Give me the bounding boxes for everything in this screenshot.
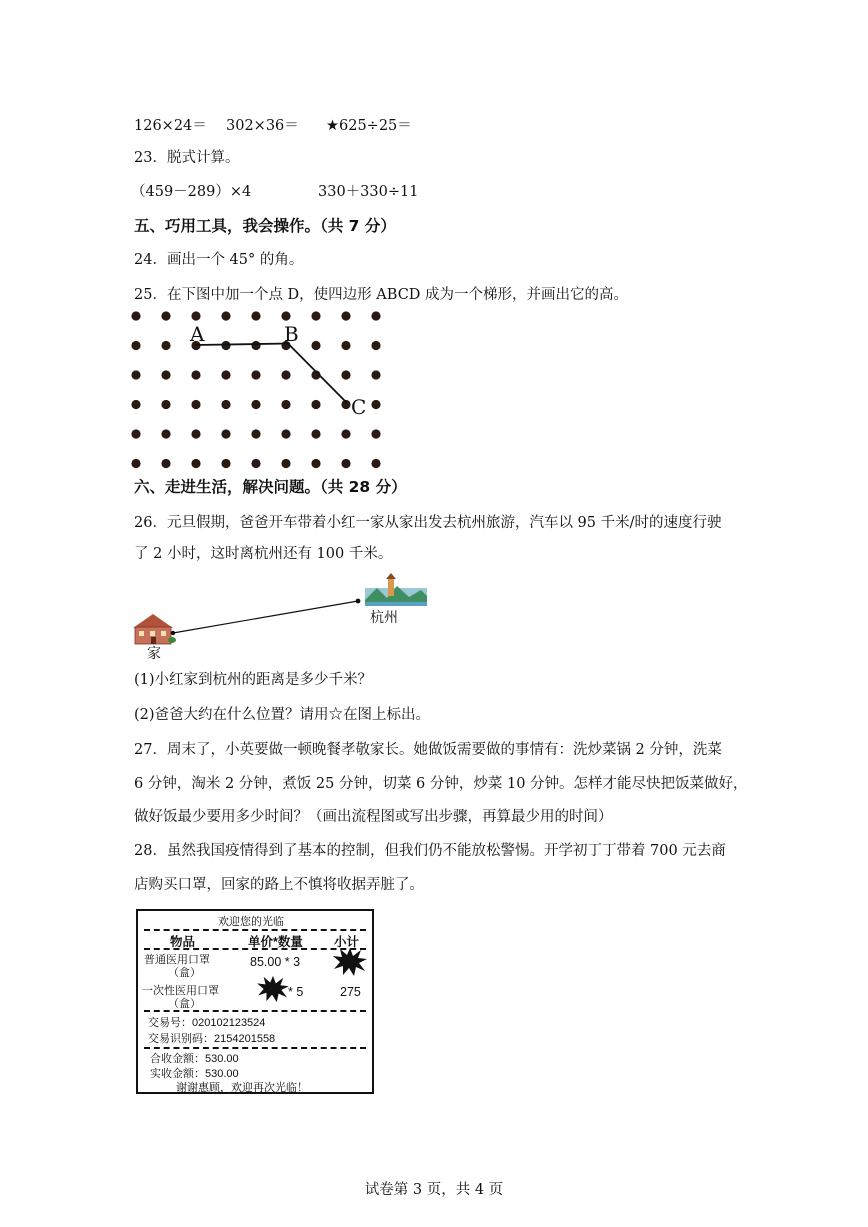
receipt-row1-price: 85.00 * 3 (250, 955, 301, 969)
q26-sub-1: (1)小红家到杭州的距离是多少千米？ (134, 672, 373, 688)
grid-dot (251, 311, 260, 320)
receipt-row2-unit: （盒） (168, 998, 201, 1010)
grid-dot (371, 400, 380, 409)
grid-dot (131, 370, 140, 379)
grid-dot (311, 429, 320, 438)
page-footer: 试卷第 3 页，共 4 页 (364, 1182, 504, 1198)
grid-dot (191, 400, 200, 409)
grid-dot (371, 429, 380, 438)
grid-dot (341, 341, 350, 350)
grid-dot (341, 311, 350, 320)
grid-dot (281, 370, 290, 379)
receipt-row2-qty: * 5 (288, 985, 304, 999)
q23-item-2: 330＋330÷11 (318, 184, 419, 200)
calc-item-3: ★625÷25＝ (326, 118, 412, 134)
grid-dot (371, 459, 380, 468)
q24-text: 24．画出一个 45° 的角。 (134, 252, 304, 268)
section-6-title: 六、走进生活，解决问题。（共 28 分） (134, 478, 407, 496)
grid-dot (251, 341, 260, 350)
grid-dot (221, 459, 230, 468)
ink-blot-icon (332, 947, 368, 977)
grid-dot (311, 341, 320, 350)
grid-dot (161, 400, 170, 409)
grid-dot (161, 370, 170, 379)
q26-line-1: 26．元旦假期，爸爸开车带着小红一家从家出发去杭州旅游，汽车以 95 千米/时的速度行驶 (134, 515, 722, 531)
grid-dot (251, 370, 260, 379)
receipt (136, 909, 374, 1094)
grid-dot (191, 311, 200, 320)
calc-item-2: 302×36＝ (226, 118, 299, 134)
grid-dot (281, 311, 290, 320)
hangzhou-landscape-icon (365, 573, 427, 606)
receipt-divider (144, 1047, 366, 1049)
grid-dot (221, 311, 230, 320)
grid-dot (251, 459, 260, 468)
q27-line-3: 做好饭最少要用多少时间？（画出流程图或写出步骤，再算最少用的时间） (134, 809, 613, 825)
grid-dot (251, 429, 260, 438)
grid-dot (341, 429, 350, 438)
route-line (173, 601, 358, 633)
grid-dot (281, 459, 290, 468)
grid-dot (311, 459, 320, 468)
grid-dot (341, 370, 350, 379)
grid-dot (341, 459, 350, 468)
q23-item-1: （459－289）×4 (131, 184, 252, 200)
grid-dot (131, 459, 140, 468)
receipt-header: 欢迎您的光临 (218, 916, 284, 928)
grid-dot (311, 400, 320, 409)
grid-dot (161, 429, 170, 438)
receipt-row2-name: 一次性医用口罩 (142, 985, 219, 997)
grid-dot (371, 370, 380, 379)
grid-dot (131, 400, 140, 409)
q26-line-2: 了 2 小时，这时离杭州还有 100 千米。 (134, 546, 393, 562)
q27-line-1: 27．周末了，小英要做一顿晚餐孝敬家长。她做饭需要做的事情有：洗炒菜锅 2 分钟，洗菜 (134, 742, 722, 758)
ink-blot-icon (256, 975, 290, 1003)
grid-dot (161, 311, 170, 320)
q25-text: 25．在下图中加一个点 D，使四边形 ABCD 成为一个梯形，并画出它的高。 (134, 287, 629, 303)
receipt-divider (144, 1010, 366, 1012)
grid-dots (131, 311, 380, 468)
grid-dot (191, 429, 200, 438)
receipt-total: 合收金额：530.00 (150, 1053, 239, 1065)
receipt-col-subtotal: 小计 (334, 935, 360, 949)
grid-dot (371, 311, 380, 320)
receipt-row2-subtotal: 275 (340, 985, 361, 999)
grid-dot (281, 429, 290, 438)
grid-dot (311, 311, 320, 320)
dot-grid (120, 305, 390, 475)
label-b: B (284, 322, 299, 346)
grid-dot (161, 459, 170, 468)
grid-dot (131, 311, 140, 320)
map-home-label: 家 (147, 646, 161, 662)
route-map (125, 570, 445, 670)
grid-dot (221, 429, 230, 438)
calc-item-1: 126×24＝ (134, 118, 207, 134)
grid-dot (251, 400, 260, 409)
grid-dot (161, 341, 170, 350)
house-icon (133, 614, 176, 644)
grid-dot (221, 341, 230, 350)
receipt-paid: 实收金额：530.00 (150, 1068, 239, 1080)
grid-dot (191, 459, 200, 468)
grid-dot (221, 370, 230, 379)
receipt-txn-id: 交易识别码：2154201558 (148, 1033, 276, 1045)
grid-dot (221, 400, 230, 409)
receipt-divider (144, 929, 366, 931)
q28-line-2: 店购买口罩，回家的路上不慎将收据弄脏了。 (134, 877, 424, 893)
receipt-col-price: 单价*数量 (248, 935, 303, 949)
q27-line-2: 6 分钟，淘米 2 分钟，煮饭 25 分钟，切菜 6 分钟，炒菜 10 分钟。怎样才能尽快把饭菜做好， (134, 776, 748, 792)
q26-sub-2: (2)爸爸大约在什么位置？请用☆在图上标出。 (134, 707, 431, 723)
segment-abc (196, 344, 347, 404)
grid-dot (281, 400, 290, 409)
receipt-col-item: 物品 (170, 935, 196, 949)
label-c: C (351, 395, 367, 419)
section-5-title: 五、巧用工具，我会操作。（共 7 分） (134, 217, 396, 235)
q23-label: 23．脱式计算。 (134, 150, 240, 166)
grid-dot (371, 341, 380, 350)
receipt-row1-name: 普通医用口罩 (144, 954, 210, 966)
receipt-txn-no: 交易号：020102123524 (148, 1017, 266, 1029)
grid-dot (131, 429, 140, 438)
grid-dot (131, 341, 140, 350)
label-a: A (190, 322, 205, 346)
receipt-row1-unit: （盒） (168, 967, 201, 979)
map-city-label: 杭州 (370, 610, 398, 626)
grid-dot (191, 370, 200, 379)
q28-line-1: 28．虽然我国疫情得到了基本的控制，但我们仍不能放松警惕。开学初丁丁带着 700 元去商 (134, 843, 726, 859)
receipt-thanks: 谢谢惠顾，欢迎再次光临！ (176, 1082, 308, 1094)
